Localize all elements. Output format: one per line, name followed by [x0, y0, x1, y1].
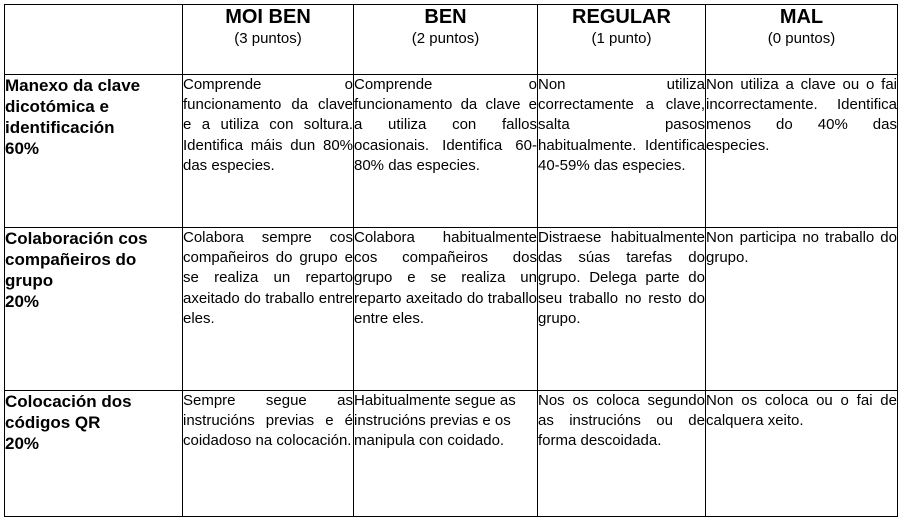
descriptor-cell: Nos os coloca segundo as instrucións ou de forma descoidada. [538, 391, 706, 517]
descriptor-cell: Comprende o funcionamento da clave e a utiliza con fallos ocasionais. Identifica 60-80% das especies. [354, 75, 538, 228]
criterion-cell [5, 75, 183, 228]
criterion-name: Colaboración cos compañeiros do grupo [5, 229, 148, 290]
level-points: (3 puntos) [234, 30, 302, 47]
rubric-table [4, 4, 898, 517]
level-header-moi-ben [183, 5, 354, 75]
level-name: BEN [424, 6, 467, 28]
descriptor-cell: Colabora habitualmente cos compañeiros dos grupo e se realiza un reparto axeitado do traballo entre eles. [354, 228, 538, 391]
criterion-cell [5, 391, 183, 517]
level-points: (0 puntos) [767, 30, 836, 47]
descriptor-cell: Non participa no traballo do grupo. [706, 228, 898, 391]
level-points: (2 puntos) [411, 30, 480, 47]
criterion-cell [5, 228, 183, 391]
level-header-ben [354, 5, 538, 75]
descriptor-cell: Non utiliza correctamente a clave, salta pasos habitualmente. Identifica 40-59% das especies. [538, 75, 706, 228]
criterion-row-manexo-clave [5, 75, 898, 228]
level-name: MOI BEN [225, 6, 311, 28]
descriptor-cell: Comprende o funcionamento da clave e a utiliza con soltura. Identifica máis dun 80% das especies. [183, 75, 354, 228]
descriptor-cell: Colabora sempre cos compañeiros do grupo e se realiza un reparto axeitado do traballo entre eles. [183, 228, 354, 391]
level-header-mal [706, 5, 898, 75]
criterion-row-colaboracion [5, 228, 898, 391]
level-name: MAL [779, 6, 824, 28]
level-header-regular [538, 5, 706, 75]
level-points: (1 punto) [591, 30, 652, 47]
criterion-name: Colocación dos códigos QR [5, 392, 132, 432]
criterion-weight: 20% [5, 292, 40, 311]
level-name: REGULAR [572, 6, 671, 28]
descriptor-cell: Sempre segue as instrucións previas e é coidadoso na colocación. [183, 391, 354, 517]
criterion-weight: 20% [5, 434, 40, 453]
descriptor-cell: Non utiliza a clave ou o fai incorrectamente. Identifica menos do 40% das especies. [706, 75, 898, 228]
criterion-weight: 60% [5, 139, 40, 158]
descriptor-cell: Non os coloca ou o fai de calquera xeito. [706, 391, 898, 517]
header-row [5, 5, 898, 75]
criterion-name: Manexo da clave dicotómica e identificación [5, 76, 141, 137]
criterion-row-codigos-qr [5, 391, 898, 517]
corner-cell [5, 5, 183, 75]
descriptor-cell: Distraese habitualmente das súas tarefas do grupo. Delega parte do seu traballo no resto do grupo. [538, 228, 706, 391]
descriptor-cell: Habitualmente segue as instrucións previas e os manipula con coidado. [354, 391, 538, 517]
